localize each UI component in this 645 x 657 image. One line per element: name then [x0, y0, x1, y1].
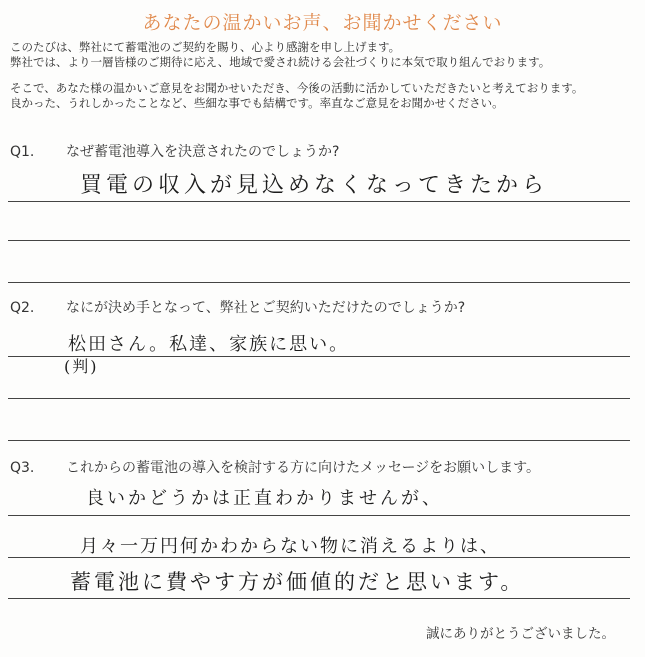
intro-paragraph-2	[10, 81, 635, 111]
answer-line	[8, 398, 630, 399]
answer-line	[8, 240, 630, 241]
handwritten-answer: 松田さん。私達、家族に思い。	[68, 334, 350, 355]
answer-line	[8, 598, 630, 599]
intro-paragraph-1	[10, 40, 635, 70]
question-text: なにが決め手となって、弊社とご契約いただけたのでしょうか?	[66, 300, 466, 316]
intro-line: 良かった、うれしかったことなど、些細な事でも結構です。率直なご意見をお聞かせください。	[10, 96, 504, 110]
question-text: これからの蓄電池の導入を検討する方に向けたメッセージをお願いします。	[66, 460, 541, 476]
answer-line	[8, 440, 630, 441]
page-title: あなたの温かいお声、お聞かせください	[142, 12, 503, 34]
handwritten-answer: 蓄電池に費やす方が価値的だと思います。	[70, 570, 525, 594]
question-1	[10, 141, 630, 161]
question-number: Q1.	[10, 144, 35, 160]
question-3	[10, 457, 630, 477]
question-text: なぜ蓄電池導入を決意されたのでしょうか?	[66, 144, 340, 160]
question-number: Q3.	[10, 460, 35, 476]
answer-line	[8, 356, 630, 357]
answer-line	[8, 282, 630, 283]
answer-line	[8, 515, 630, 516]
handwritten-answer: 良いかどうかは正直わかりませんが、	[86, 488, 443, 509]
intro-line: 弊社では、より一層皆様のご期待に応え、地域で愛され続ける会社づくりに本気で取り組んでおります。	[10, 55, 551, 69]
answer-line	[8, 557, 630, 558]
answer-line	[8, 201, 630, 202]
intro-line: このたびは、弊社にて蓄電池のご契約を賜り、心より感謝を申し上げます。	[10, 40, 401, 54]
handwritten-answer: 月々一万円何かわからない物に消えるよりは、	[80, 536, 500, 557]
handwritten-answer: 買電の収入が見込めなくなってきたから	[80, 173, 549, 198]
question-number: Q2.	[10, 300, 35, 316]
handwritten-answer: (判)	[64, 357, 99, 376]
closing-message: 誠にありがとうございました。	[426, 626, 615, 642]
intro-line: そこで、あなた様の温かいご意見をお聞かせいただき、今後の活動に活かしていただきたいと考えております。	[10, 81, 584, 95]
question-2	[10, 297, 630, 317]
